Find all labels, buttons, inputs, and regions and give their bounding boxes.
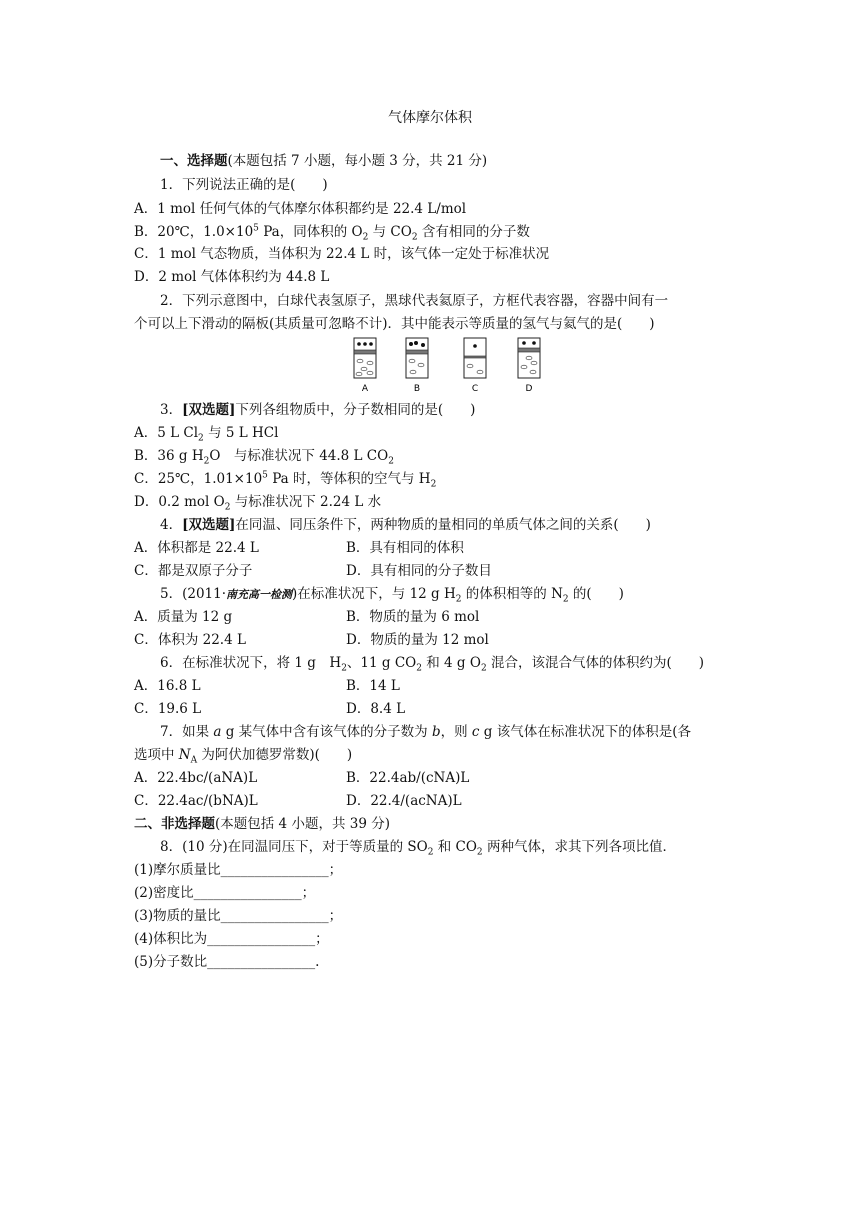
q4-option-c: C．都是双原子分子 (134, 563, 253, 579)
figure-label-c: C (471, 384, 479, 394)
q6-option-a: A．16.8 L (134, 678, 201, 694)
q5-stem: 5．(2011·南充高一检测)在标准状况下，与 12 g $H_2$ 的体积相等的 $N_2$ 的( ) (160, 586, 624, 605)
q5-option-d: D．物质的量为 12 mol (346, 632, 489, 648)
q1-option-b: B．20℃，$1.0\times 10^5$ Pa，同体积的 $O_2$ 与 $CO_2$ 含有相同的分子数 (134, 223, 530, 243)
q1-option-a: A．1 mol 任何气体的气体摩尔体积都约是 22.4 L/mol (134, 201, 467, 217)
q7-stem-line1: 7．如果 a g 某气体中含有该气体的分子数为 b，则 c g 该气体在标准状况下的体积是(各 (160, 724, 691, 740)
q1-stem: 1．下列说法正确的是( ) (160, 177, 328, 193)
q2-figure (344, 336, 554, 396)
section2-header: 二、非选择题(本题包括 4 小题，共 39 分) (134, 816, 390, 832)
q1-option-c: C．1 mol 气态物质，当体积为 22.4 L 时，该气体一定处于标准状况 (134, 246, 550, 262)
q6-option-d: D．8.4 L (346, 701, 406, 717)
q6-options-row2 (134, 701, 406, 718)
q5-option-b: B．物质的量为 6 mol (346, 609, 480, 625)
q5-options-row1 (134, 609, 480, 626)
q4-option-b: B．具有相同的体积 (346, 540, 464, 556)
q2-stem-line1: 2．下列示意图中，白球代表氢原子，黑球代表氦原子，方框代表容器，容器中间有一 (160, 293, 669, 309)
container-d (518, 338, 540, 378)
q8-item-5: (5)分子数比________________. (134, 954, 320, 970)
q2-stem-line2: 个可以上下滑动的隔板(其质量可忽略不计)．其中能表示等质量的氢气与氦气的是( ) (134, 316, 655, 332)
q5-options-row2 (134, 632, 489, 649)
figure-label-d: D (525, 384, 533, 394)
q6-option-b: B．14 L (346, 678, 400, 694)
page-title: 气体摩尔体积 (388, 110, 472, 126)
q3-option-d: D．0.2 mol $O_2$ 与标准状况下 2.24 L 水 (134, 494, 382, 513)
q5-option-c: C．体积为 22.4 L (134, 632, 246, 648)
q8-item-1: (1)摩尔质量比________________； (134, 862, 343, 878)
q7-options-row1 (134, 770, 470, 787)
q4-options-row2 (134, 563, 492, 580)
q1-option-d: D．2 mol 气体体积约为 44.8 L (134, 269, 330, 285)
q8-item-3: (3)物质的量比________________； (134, 908, 343, 924)
figure-label-b: B (413, 384, 421, 394)
q6-stem: 6．在标准状况下，将 1 g $H_2$、11 g $CO_2$ 和 4 g $O_2$ 混合，该混合气体的体积约为( ) (160, 655, 704, 674)
q7-option-b: B．22.4ab/(cNA)L (346, 770, 470, 786)
q8-stem: 8．(10 分)在同温同压下，对于等质量的 $SO_2$ 和 $CO_2$ 两种气体，求其下列各项比值． (160, 839, 676, 858)
q3-stem: 3．[双选题]下列各组物质中，分子数相同的是( ) (160, 402, 476, 418)
q7-stem-line2: 选项中 $N_A$ 为阿伏加德罗常数)( ) (134, 747, 353, 766)
container-a (354, 338, 376, 378)
q5-option-a: A．质量为 12 g (134, 609, 233, 625)
q3-option-a: A．5 L $Cl_2$ 与 5 L HCl (134, 425, 279, 444)
q7-option-d: D．22.4/(acNA)L (346, 793, 462, 809)
container-b (406, 338, 428, 378)
q3-option-c: C．25℃，$1.01\times 10^5$ Pa 时，等体积的空气与 $H_2$ (134, 470, 437, 490)
q8-item-2: (2)密度比________________； (134, 885, 316, 901)
q4-stem: 4．[双选题]在同温、同压条件下，两种物质的量相同的单质气体之间的关系( ) (160, 517, 651, 533)
container-c (464, 338, 486, 378)
figure-label-a: A (361, 384, 369, 394)
q7-option-a: A．22.4bc/(aNA)L (134, 770, 258, 786)
q7-option-c: C．22.4ac/(bNA)L (134, 793, 258, 809)
q4-option-a: A．体积都是 22.4 L (134, 540, 259, 556)
q4-options-row1 (134, 540, 464, 557)
section1-header: 一、选择题(本题包括 7 小题，每小题 3 分，共 21 分) (160, 153, 488, 169)
q6-options-row1 (134, 678, 400, 695)
q7-options-row2 (134, 793, 462, 810)
q8-item-4: (4)体积比为________________； (134, 931, 329, 947)
q3-option-b: B．36 g $H_2O$ 与标准状况下 44.8 L $CO_2$ (134, 448, 394, 467)
q6-option-c: C．19.6 L (134, 701, 202, 717)
q4-option-d: D．具有相同的分子数目 (346, 563, 492, 579)
